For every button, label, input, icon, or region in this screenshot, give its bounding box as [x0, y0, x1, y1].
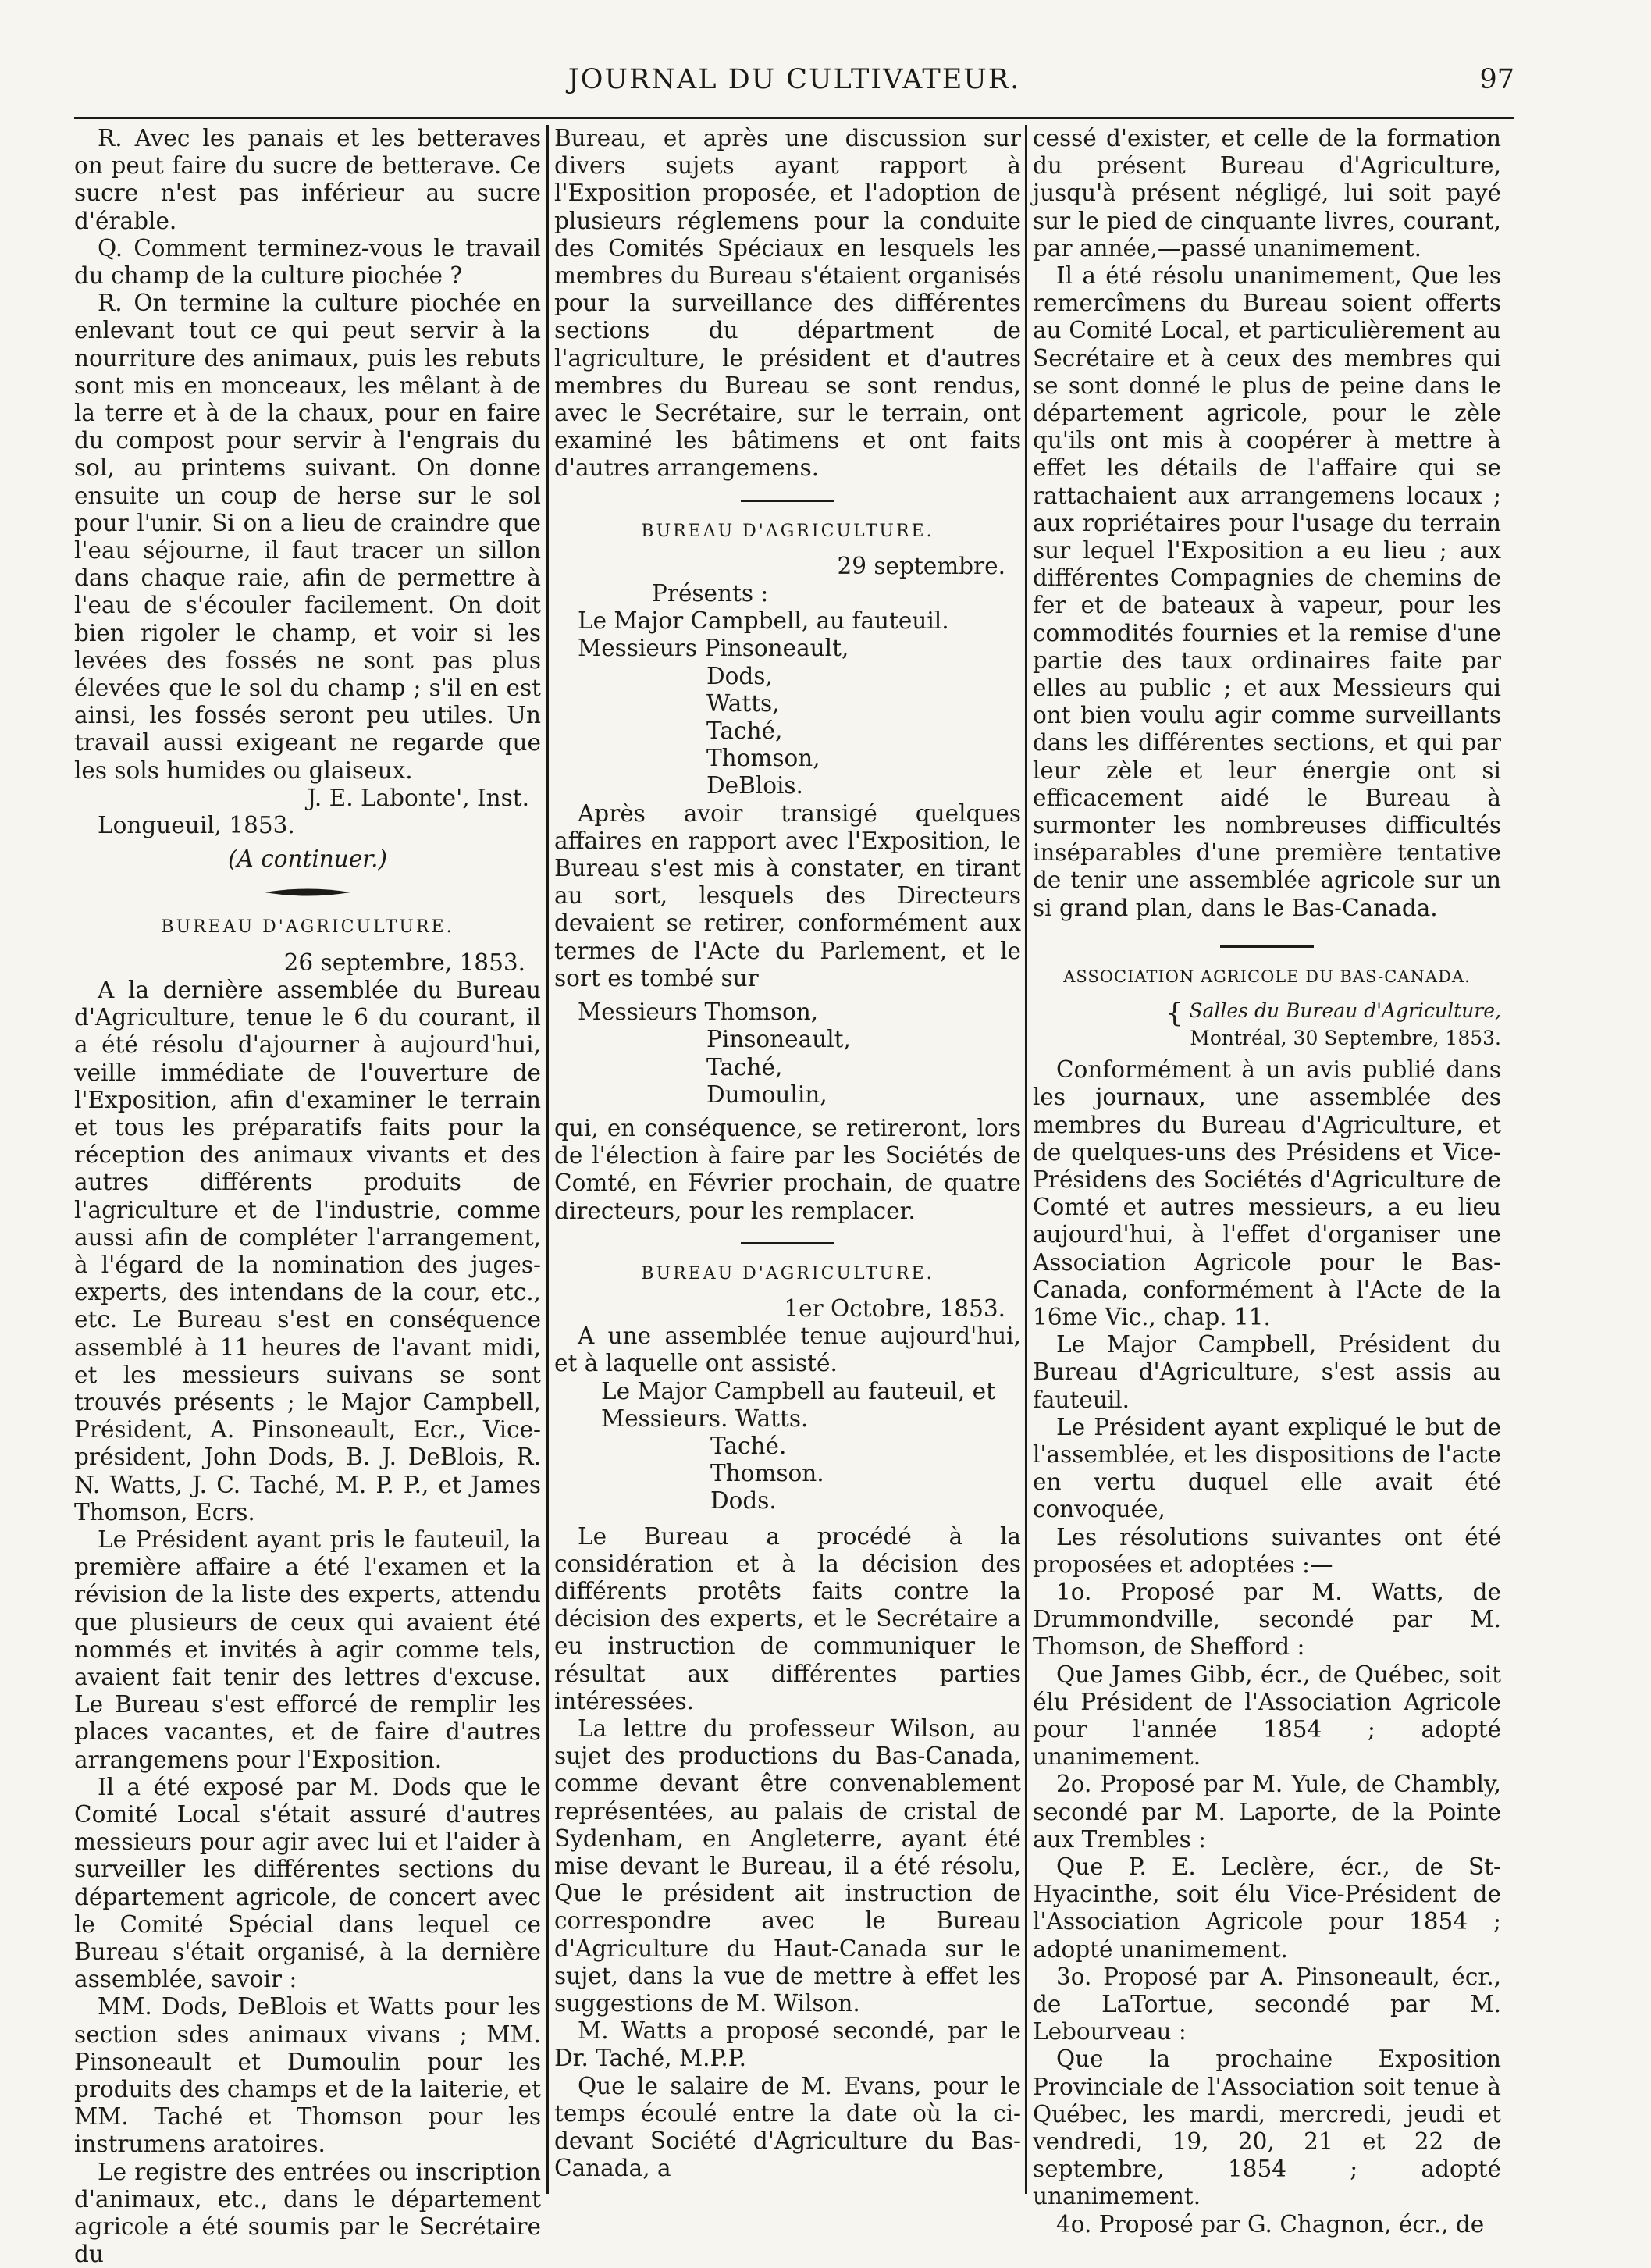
attendee-name: Dods.	[710, 1487, 777, 1515]
continued-note: (A continuer.)	[228, 846, 387, 873]
column-right	[1033, 125, 1501, 2238]
paragraph: M. Watts a proposé secondé, par le Dr. Taché, M.P.P.	[554, 2017, 1021, 2072]
paragraph: Le registre des entrées ou inscription d'animaux, etc., dans le département agricole a été soumis par le Secrétaire du	[74, 2158, 541, 2268]
paragraph: R. Avec les panais et les betteraves on peut faire du sucre de betterave. Ce sucre n'est pas inférieur au sucre d'érable.	[74, 125, 541, 234]
paragraph: Que P. E. Leclère, écr., de St-Hyacinthe, soit élu Vice-Président de l'Association Agricole pour 1854 ; adopté unanimement.	[1033, 1853, 1501, 1963]
paragraph: Conformément à un avis publié dans les journaux, une assemblée des membres du Bureau d'Agriculture, et de quelques-uns des Présidens et Vice-Présidens des Sociétés d'Agriculture de Comté et autres messieurs, a eu lieu aujourd'hui, à l'effet d'organiser une Association Agricole pour le Bas-Canada, conformément à l'Acte de la 16me Vic., chap. 11.	[1033, 1056, 1501, 1330]
paragraph: Après avoir transigé quelques affaires en rapport avec l'Exposition, le Bureau s'est mis à constater, en tirant au sort, lesquels des Directeurs devaient se retirer, conformément aux termes de l'Acte du Parlement, et le sort es tombé sur	[554, 799, 1021, 992]
column-divider	[1025, 125, 1027, 2194]
dateline	[1033, 1026, 1501, 1050]
paragraph: 2o. Proposé par M. Yule, de Chambly, secondé par M. Laporte, de la Pointe aux Trembles :	[1033, 1771, 1501, 1853]
attendee-line: Messieurs Pinsoneault,	[578, 635, 849, 662]
paragraph: R. On termine la culture piochée en enlevant tout ce qui peut servir à la nourriture des animaux, puis les rebuts sont mis en monceaux, les mêlant à de la terre et à de la chaux, pour en faire du compost pour servir à l'engrais du sol, au printems suivant. On donne ensuite un coup de herse sur le sol pour l'unir. Si on a lieu de craindre que l'eau séjourne, il faut tracer un sillon dans chaque raie, afin de permettre à l'eau de s'écouler facilement. On doit bien rigoler le champ, et voir si les levées des fossés ne sont pas plus élevées que le sol du champ ; s'il en est ainsi, les fossés seront peu utiles. Un travail aussi exigeant ne regarde que les sols humides ou glaiseux.	[74, 290, 541, 784]
attendee-name: Taché,	[706, 717, 783, 745]
place-date: Longueuil, 1853.	[98, 812, 295, 839]
paragraph: Le Major Campbell, Président du Bureau d'Agriculture, s'est assis au fauteuil.	[1033, 1331, 1501, 1413]
paragraph: Il a été résolu unanimement, Que les remercîmens du Bureau soient offerts au Comité Local, et particulièrement au Secrétaire et à ceux des membres qui se sont donné le plus de peine dans le département agricole, pour le zèle qu'ils ont mis à coopérer à mettre à effet les détails de l'affaire qui se rattachaient aux arrangemens locaux ; aux ropriétaires pour l'usage du terrain sur lequel l'Exposition a eu lieu ; aux différentes Compagnies de chemins de fer et de bateaux à vapeur, pour les commodités fournies et la remise d'une partie des taux ordinaires faite par elles au public ; et aux Messieurs qui ont bien voulu agir comme surveillants dans les différentes sections, et qui par leur zèle et leur énergie ont si efficacement aidé le Bureau à surmonter les nombreuses difficultés inséparables d'une première tentative de tenir une assemblée agricole sur un si grand plan, dans le Bas-Canada.	[1033, 262, 1501, 921]
paragraph: 1o. Proposé par M. Watts, de Drummondville, secondé par M. Thomson, de Shefford :	[1033, 1578, 1501, 1661]
chair-line: Le Major Campbell, au fauteuil.	[578, 607, 949, 635]
author-signature: J. E. Labonte', Inst.	[307, 784, 529, 811]
paragraph: Le Président ayant pris le fauteuil, la première affaire a été l'examen et la révision de la liste des experts, attendu que plusieurs de ceux qui avaient été nommés et invités à agir comme tels, avaient fait tenir des lettres d'excuse. Le Bureau s'est efforcé de remplir les places vacantes, et de faire d'autres arrangemens pour l'Exposition.	[74, 1526, 541, 1773]
attendee-name: Taché,	[706, 1053, 783, 1081]
attendee-name: DeBlois.	[706, 772, 803, 799]
page-number: 97	[1479, 64, 1514, 95]
brace-icon: {	[1165, 998, 1183, 1030]
attendee-name: Thomson.	[710, 1460, 824, 1487]
section-rule	[1220, 945, 1314, 948]
paragraph: La lettre du professeur Wilson, au sujet des productions du Bas-Canada, comme devant être convenablement représentées, au palais de cristal de Sydenham, en Angleterre, ayant été mise devant le Bureau, il a été résolu, Que le président ait instruction de correspondre avec le Bureau d'Agriculture du Haut-Canada sur le sujet, dans la vue de mettre à effet les suggestions de M. Wilson.	[554, 1714, 1021, 2017]
dateline-place: Salles du Bureau d'Agriculture,	[1189, 999, 1501, 1023]
section-rule	[741, 1242, 834, 1244]
header-rule	[74, 117, 1514, 119]
section-date: 26 septembre, 1853.	[283, 949, 525, 976]
paragraph: Les résolutions suivantes ont été proposées et adoptées :—	[1033, 1523, 1501, 1578]
section-heading: BUREAU D'AGRICULTURE.	[641, 521, 934, 541]
section-date: 29 septembre.	[837, 552, 1005, 579]
section-heading: ASSOCIATION AGRICOLE DU BAS-CANADA.	[1063, 967, 1471, 986]
attendee-line: Messieurs Thomson,	[578, 999, 819, 1026]
paragraph: Il a été exposé par M. Dods que le Comité Local s'était assuré d'autres messieurs pour agir avec lui et l'aider à surveiller les différentes sections du département agricole, de concert avec le Comité Spécial dans lequel ce Bureau s'était organisé, à la dernière assemblée, savoir :	[74, 1773, 541, 1993]
attendee-name: Taché.	[710, 1432, 787, 1459]
paragraph: Q. Comment terminez-vous le travail du champ de la culture piochée ?	[74, 234, 541, 290]
column-middle	[554, 125, 1021, 2194]
paragraph: Que la prochaine Exposition Provinciale de l'Association soit tenue à Québec, les mardi, mercredi, jeudi et vendredi, 19, 20, 21 et 22 de septembre, 1854 ; adopté unanimement.	[1033, 2045, 1501, 2210]
column-left	[74, 125, 541, 2268]
paragraph: cessé d'exister, et celle de la formation du présent Bureau d'Agriculture, jusqu'à présent négligé, lui soit payé sur le pied de cinquante livres, courant, par année,—passé unanimement.	[1033, 125, 1501, 262]
attendee-name: Pinsoneault,	[706, 1026, 851, 1053]
attendee-name: Thomson,	[706, 745, 820, 772]
attendance-label: Présents :	[652, 580, 769, 607]
paragraph: 4o. Proposé par G. Chagnon, écr., de	[1056, 2210, 1485, 2238]
attendee-name: Watts,	[706, 689, 780, 717]
dateline-date: Montréal, 30 Septembre, 1853.	[1190, 1027, 1501, 1050]
paragraph: 3o. Proposé par A. Pinsoneault, écr., de LaTortue, secondé par M. Lebourveau :	[1033, 1963, 1501, 2045]
paragraph: Que James Gibb, écr., de Québec, soit élu Président de l'Association Agricole pour l'année 1854 ; adopté unanimement.	[1033, 1661, 1501, 1771]
section-date: 1er Octobre, 1853.	[784, 1294, 1005, 1322]
paragraph: Le Bureau a procédé à la considération et à la décision des différents protêts faits contre la décision des experts, et le Secrétaire a eu instruction de communiquer le résultat aux différentes parties intéressées.	[554, 1522, 1021, 1714]
paragraph: Bureau, et après une discussion sur divers sujets ayant rapport à l'Exposition proposée, et l'adoption de plusieurs réglemens pour la conduite des Comités Spéciaux en lesquels les membres du Bureau s'étaient organisés pour la surveillance des différentes sections du départment de l'agriculture, le président et d'autres membres du Bureau se sont rendus, avec le Secrétaire, sur le terrain, ont examiné les bâtimens et ont faits d'autres arrangemens.	[554, 125, 1021, 482]
chair-line: Le Major Campbell au fauteuil, et	[601, 1377, 995, 1405]
dateline	[1033, 998, 1501, 1030]
paragraph: Le Président ayant expliqué le but de l'assemblée, et les dispositions de l'acte en vertu duquel elle avait été convoquée,	[1033, 1413, 1501, 1523]
paragraph: A la dernière assemblée du Bureau d'Agriculture, tenue le 6 du courant, il a été résolu d'ajourner à aujourd'hui, veille immédiate de l'ouverture de l'Exposition, afin d'examiner le terrain et tous les préparatifs faits pour la réception des animaux vivants et des autres différents produits de l'agriculture et de l'industrie, comme aussi afin de compléter l'arrangement, à l'égard de la nomination des juges-experts, des intendans de la cour, etc., etc. Le Bureau s'est en conséquence assemblé à 11 heures de l'avant midi, et les messieurs suivans se sont trouvés présents ; le Major Campbell, Président, A. Pinsoneault, Ecr., Vice-président, John Dods, B. J. DeBlois, R. N. Watts, J. C. Taché, M. P. P., et James Thomson, Ecrs.	[74, 976, 541, 1526]
attendee-line: Messieurs. Watts.	[601, 1405, 809, 1432]
page-header	[74, 64, 1514, 99]
running-title: JOURNAL DU CULTIVATEUR.	[568, 64, 1021, 95]
section-heading: BUREAU D'AGRICULTURE.	[641, 1263, 934, 1284]
section-heading: BUREAU D'AGRICULTURE.	[161, 917, 454, 938]
paragraph: qui, en conséquence, se retireront, lors de l'élection à faire par les Sociétés de Comté, en Février prochain, de quatre directeurs, pour les remplacer.	[554, 1114, 1021, 1224]
attendee-name: Dods,	[706, 662, 773, 689]
column-divider	[546, 125, 549, 2194]
attendee-name: Dumoulin,	[706, 1081, 827, 1108]
paragraph: MM. Dods, DeBlois et Watts pour les section sdes animaux vivans ; MM. Pinsoneault et Dumoulin pour les produits des champs et de la laiterie, et MM. Taché et Thomson pour les instrumens aratoires.	[74, 1993, 541, 2158]
ornament-rule-icon	[265, 887, 350, 898]
section-rule	[741, 500, 834, 502]
paragraph: Que le salaire de M. Evans, pour le temps écoulé entre la date où la ci-devant Société d'Agriculture du Bas-Canada, a	[554, 2072, 1021, 2182]
paragraph: A une assemblée tenue aujourd'hui, et à laquelle ont assisté.	[554, 1323, 1021, 1377]
